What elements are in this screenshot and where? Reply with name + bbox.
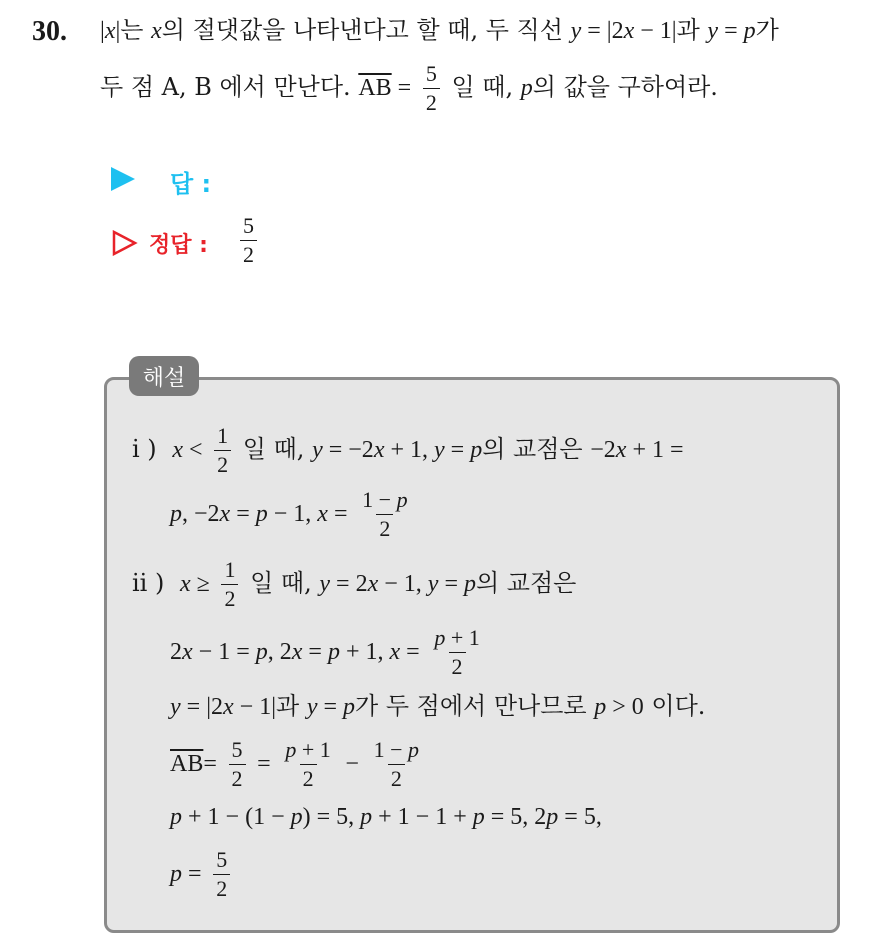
answer-label[interactable]: 답 : [170, 170, 212, 198]
final-result: p = $\frac{5}{2}$ [170, 848, 234, 901]
case-2-result: 2x − 1 = p, 2x = p + 1, x = $\frac{p + 1}{2}$ [170, 625, 480, 680]
key-answer-value: $\frac{5}{2}$ [236, 214, 261, 267]
answer-play-icon [111, 167, 135, 191]
case-2-line: ii ) x ≥ $\frac{1}{2}$ 일 때, y = 2x − 1, y = p의 교점은 [132, 557, 577, 612]
case-1-result: p, −2x = p − 1, x = $\frac{1 - p}{2}$ [170, 487, 408, 542]
question-line-2: 두 점 A, B 에서 만난다. $\overline{AB}$ = $\frac{5}{2}$ 일 때, p의 값을 구하여라. [100, 61, 718, 116]
solve-line: p + 1 − (1 − p) = 5, p + 1 − 1 + p = 5, 2p = 5, [170, 804, 602, 830]
question-line-1: |x|는 x의 절댓값을 나타낸다고 할 때, 두 직선 y = |2x − 1|과 y = p가 [100, 16, 779, 44]
key-answer-triangle-icon [112, 230, 138, 256]
explanation-tab: 해설 [129, 356, 199, 396]
ab-equation: $\overline{AB}=$ $\frac{5}{2}$ = $\frac{p + 1}{2}$ − $\frac{1 - p}{2}$ [170, 737, 420, 792]
question-number: 30. [32, 16, 67, 47]
case-1-line: i ) x < $\frac{1}{2}$ 일 때, y = −2x + 1, y = p의 교점은 −2x + 1 = [132, 423, 684, 478]
fraction-5-2: $\frac{5}{2}$ [423, 62, 440, 115]
key-answer-label: 정답 : [149, 233, 208, 258]
conclusion-line: y = |2x − 1|과 y = p가 두 점에서 만나므로 p > 0 이다. [170, 692, 706, 720]
